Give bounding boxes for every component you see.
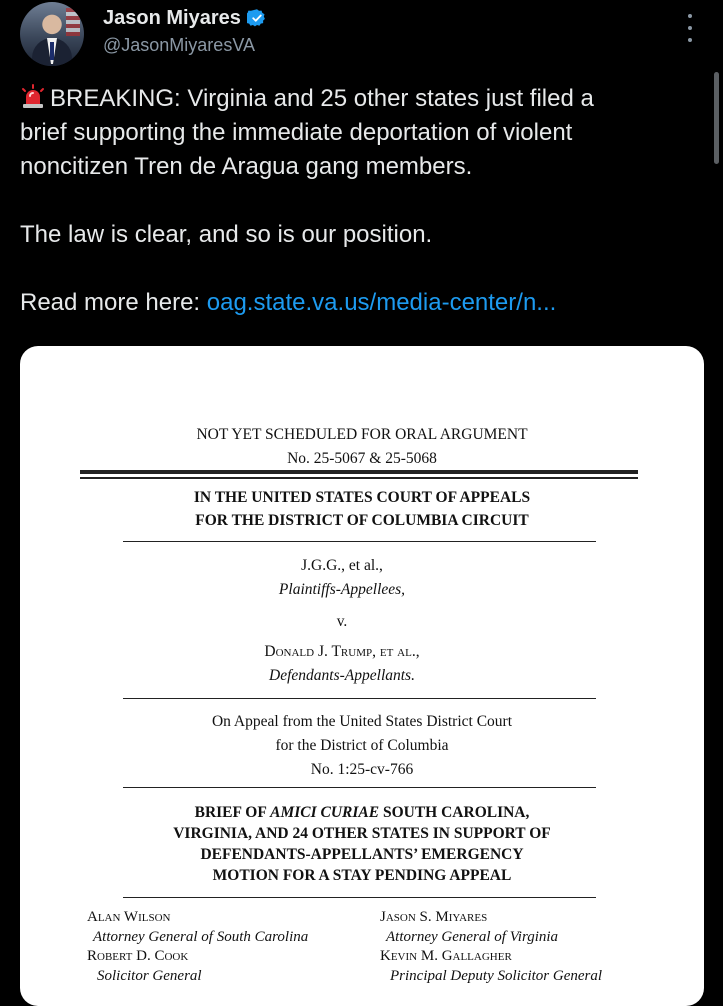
tweet-line-3: noncitizen Tren de Aragua gang members. [20,153,473,180]
doc-versus: v. [336,613,348,630]
tweet-line-1-text: BREAKING: Virginia and 25 other states just filed a [50,85,594,112]
verified-badge-icon [247,8,267,28]
more-options-icon[interactable] [683,14,697,42]
doc-plaintiff: J.G.G., et al., [301,557,383,574]
doc-defendant-role: Defendants-Appellants. [269,667,415,684]
doc-amici-curiae: AMICI CURIAE [270,804,380,821]
doc-divider-1 [123,541,596,542]
doc-divider-4 [123,897,596,898]
siren-icon [20,84,46,110]
tweet-text [20,82,700,320]
sig-right-name-2: Kevin M. Gallagher [380,948,512,964]
tweet-link[interactable]: oag.state.va.us/media-center/n... [206,289,557,316]
sig-right-name-1: Jason S. Miyares [380,909,488,925]
doc-status: NOT YET SCHEDULED FOR ORAL ARGUMENT [196,426,528,443]
document-image-card[interactable] [20,346,704,1006]
doc-brief-line-2: VIRGINIA, AND 24 OTHER STATES IN SUPPORT OF [173,825,551,842]
doc-brief-line-3: DEFENDANTS-APPELLANTS’ EMERGENCY [200,846,524,863]
scrollbar[interactable] [714,72,719,164]
tweet-line-4: The law is clear, and so is our position. [20,221,433,248]
doc-brief-line-4: MOTION FOR A STAY PENDING APPEAL [212,867,512,884]
sig-right-title-2: Principal Deputy Solicitor General [390,967,603,984]
doc-divider-2 [123,698,596,699]
sig-left-name-1: Alan Wilson [87,909,171,925]
doc-appeal-line-2: for the District of Columbia [275,737,449,754]
doc-appeal-line-3: No. 1:25-cv-766 [310,761,414,778]
doc-signature-left [87,908,308,986]
author-row [103,3,267,33]
sig-right-title-1: Attorney General of Virginia [386,928,559,945]
doc-brief-line-1: BRIEF OF AMICI CURIAE SOUTH CAROLINA, [194,804,530,821]
doc-court-line-2: FOR THE DISTRICT OF COLUMBIA CIRCUIT [195,512,529,529]
sig-left-title-1: Attorney General of South Carolina [93,928,309,945]
tweet-line-1 [20,82,700,116]
doc-double-rule-thin [80,477,638,479]
doc-divider-3 [123,787,596,788]
doc-case-numbers: No. 25-5067 & 25-5068 [287,450,437,467]
author-name[interactable]: Jason Miyares [103,6,241,29]
doc-appeal-line-1: On Appeal from the United States District Court [211,713,513,730]
doc-defendant: Donald J. Trump, et al., [264,643,420,660]
avatar[interactable] [20,2,84,66]
doc-signature-right [380,908,602,986]
sig-left-name-2: Robert D. Cook [87,948,189,964]
doc-court-line-1: IN THE UNITED STATES COURT OF APPEALS [193,489,531,506]
doc-plaintiff-role: Plaintiffs-Appellees, [278,581,406,598]
sig-left-title-2: Solicitor General [97,967,202,984]
doc-double-rule-thick [80,470,638,474]
read-more-label: Read more here: [20,289,207,316]
author-handle[interactable]: @JasonMiyaresVA [103,35,255,55]
tweet-line-2: brief supporting the immediate deportation of violent [20,119,573,146]
tweet-read-more [20,286,700,320]
